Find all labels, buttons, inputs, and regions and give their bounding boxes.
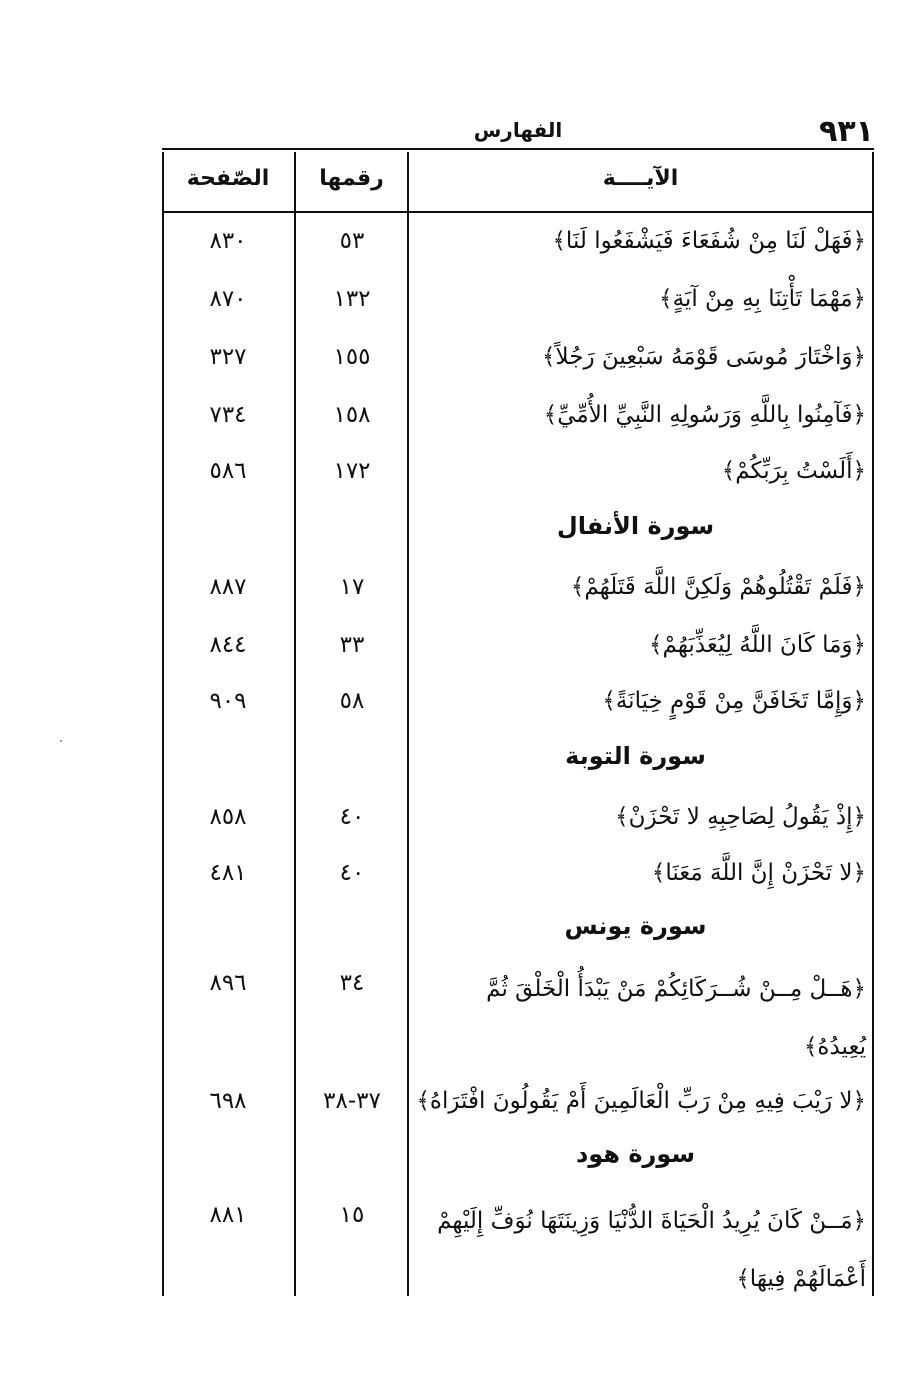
column-header-number: رقمها <box>319 166 384 191</box>
ayah-text: ﴿فَهَلْ لَنَا مِنْ شُفَعَاءَ فَيَشْفَعُوا لَنَا﴾ <box>552 228 866 254</box>
page-reference: ٨٤٤ <box>209 632 247 658</box>
page-reference: ٨٣٠ <box>209 228 247 254</box>
page-reference: ٦٩٨ <box>209 1088 247 1114</box>
table-row <box>162 794 874 840</box>
page-header <box>162 112 874 152</box>
table-row <box>162 218 874 264</box>
page-reference: ٨٩٦ <box>209 970 247 996</box>
column-header-rule <box>162 211 874 213</box>
page-number: ٩٣١ <box>819 114 874 149</box>
ayah-number: ١٥ <box>339 1202 365 1228</box>
ayah-text: ﴿مَــنْ كَانَ يُرِيدُ الْحَيَاةَ الدُّنْيَا وَزِينَتَهَا نُوَفِّ إِلَيْهِمْ أَعْمَالَهُمْ فِيهَا﴾ <box>437 1208 866 1292</box>
ayah-text: ﴿هَــلْ مِــنْ شُــرَكَائِكُمْ مَنْ يَبْدَأُ الْخَلْقَ ثُمَّ يُعِيدُهُ﴾ <box>486 976 866 1060</box>
ayah-number: ٤٠ <box>339 860 365 886</box>
running-title: الفهارس <box>473 118 563 142</box>
table-row <box>162 276 874 322</box>
ayah-text: ﴿وَمَا كَانَ اللَّهُ لِيُعَذِّبَهُمْ﴾ <box>649 632 866 658</box>
column-header-ayah: الآيــــة <box>602 166 679 191</box>
table-row <box>162 564 874 610</box>
page-reference: ٨٨٧ <box>209 574 247 600</box>
page-reference: ٩٠٩ <box>209 688 247 714</box>
column-header-page: الصّفحة <box>186 166 270 191</box>
table-border-right <box>872 152 874 1296</box>
ayah-number: ٥٨ <box>339 688 365 714</box>
ayah-number: ١٣٢ <box>333 286 371 312</box>
header-rule <box>162 148 874 150</box>
ayah-number: ٣٧-٣٨ <box>323 1088 381 1114</box>
ayah-text: ﴿وَاخْتَارَ مُوسَى قَوْمَهُ سَبْعِينَ رَجُلاً﴾ <box>542 344 866 370</box>
table-row <box>162 334 874 380</box>
index-table <box>162 152 874 1296</box>
ayah-text: ﴿فَلَمْ تَقْتُلُوهُمْ وَلَكِنَّ اللَّهَ قَتَلَهُمْ﴾ <box>570 574 866 600</box>
ayah-number: ١٧ <box>339 574 365 600</box>
surah-heading: سورة هود <box>576 1140 695 1168</box>
page-reference: ٥٨٦ <box>209 458 247 484</box>
column-divider-number <box>407 152 409 1296</box>
surah-heading: سورة التوبة <box>565 742 706 770</box>
table-row <box>162 960 874 1076</box>
table-row <box>162 850 874 896</box>
ayah-text: ﴿وَإِمَّا تَخَافَنَّ مِنْ قَوْمٍ خِيَانَةً﴾ <box>602 688 866 714</box>
page-reference: ٤٨١ <box>209 860 247 886</box>
page-reference: ٨٧٠ <box>209 286 247 312</box>
ayah-number: ٥٣ <box>339 228 365 254</box>
table-row <box>162 1192 874 1308</box>
table-row <box>162 622 874 668</box>
ayah-text: ﴿لا رَيْبَ فِيهِ مِنْ رَبِّ الْعَالَمِينَ أَمْ يَقُولُونَ افْتَرَاهُ﴾ <box>416 1088 866 1114</box>
surah-heading: سورة الأنفال <box>556 512 715 540</box>
page-reference: ٧٣٤ <box>209 402 247 428</box>
ayah-number: ٣٤ <box>339 970 365 996</box>
page-reference: ٨٥٨ <box>209 804 247 830</box>
ayah-number: ١٥٥ <box>333 344 371 370</box>
table-row <box>162 392 874 438</box>
ayah-text: ﴿إِذْ يَقُولُ لِصَاحِبِهِ لا تَحْزَنْ﴾ <box>615 804 866 830</box>
column-divider-page <box>294 152 296 1296</box>
surah-heading: سورة يونس <box>564 912 707 940</box>
ayah-text: ﴿فَآمِنُوا بِاللَّهِ وَرَسُولِهِ النَّبِيِّ الأُمِّيِّ﴾ <box>543 402 866 428</box>
ayah-text: ﴿أَلَسْتُ بِرَبِّكُمْ﴾ <box>721 458 866 484</box>
ayah-text: ﴿مَهْمَا تَأْتِنَا بِهِ مِنْ آيَةٍ﴾ <box>659 286 866 312</box>
page-reference: ٣٢٧ <box>209 344 247 370</box>
page-reference: ٨٨١ <box>209 1202 247 1228</box>
ayah-number: ١٧٢ <box>333 458 371 484</box>
scan-speck <box>60 740 62 742</box>
ayah-number: ٣٣ <box>339 632 365 658</box>
ayah-number: ١٥٨ <box>333 402 371 428</box>
table-border-left <box>162 152 164 1296</box>
table-row <box>162 1078 874 1124</box>
ayah-number: ٤٠ <box>339 804 365 830</box>
table-row <box>162 678 874 724</box>
table-row <box>162 448 874 494</box>
ayah-text: ﴿لا تَحْزَنْ إِنَّ اللَّهَ مَعَنَا﴾ <box>651 860 866 886</box>
